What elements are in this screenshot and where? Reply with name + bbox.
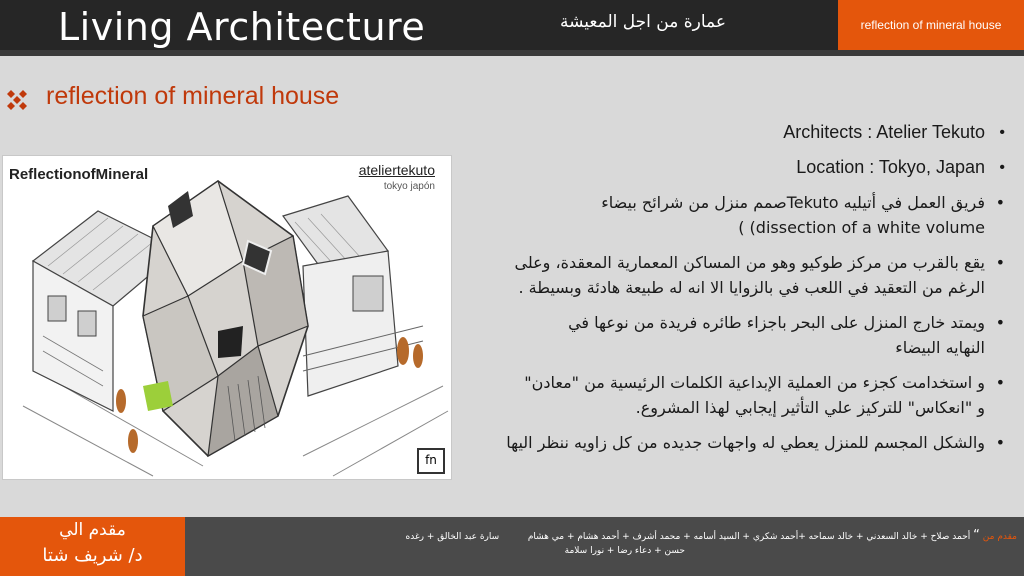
house-illustration xyxy=(2,155,452,480)
diamond-bullet-icon xyxy=(5,88,29,112)
bullet-text: والشكل المجسم للمنزل يعطي له واجهات جديده من كل زاويه ننظر اليها xyxy=(506,433,985,452)
presenter-name: د/ شريف شتا xyxy=(42,545,143,566)
illustration-logo-subtitle: tokyo japón xyxy=(383,181,435,192)
credits-names-end: سارة عبد الخالق + رغده xyxy=(405,532,500,542)
topic-badge-label: reflection of mineral house xyxy=(860,18,1002,32)
list-item xyxy=(455,120,1015,145)
bullet-dot-icon: • xyxy=(999,159,1005,176)
bullet-dot-icon: • xyxy=(995,253,1005,272)
bullet-text: يقع بالقرب من مركز طوكيو وهو من المساكن المعمارية المعقدة، وعلى xyxy=(514,253,985,272)
credits-line xyxy=(195,528,1017,545)
list-item xyxy=(455,250,1015,300)
bullet-text: و استخدامت كجزء من العملية الإبداعية الكلمات الرئيسية من "معادن" xyxy=(524,373,985,392)
bullet-text: ويمتد خارج المنزل على البحر باجزاء طائره فريدة من نوعها في xyxy=(568,313,985,332)
illustration-mark: fn xyxy=(417,448,445,474)
arabic-title: عمارة من اجل المعيشة xyxy=(560,12,726,32)
bullet-dot-icon: • xyxy=(999,124,1005,141)
list-item xyxy=(455,155,1015,180)
bullet-dot-icon: • xyxy=(995,193,1005,212)
house-sketch xyxy=(3,156,453,481)
list-item xyxy=(455,310,1015,360)
bullet-text-continuation: dissection of a white volume) ) xyxy=(738,218,985,237)
bullet-text-continuation: و "انعكاس" للتركيز علي التأثير إيجابي لهذا المشروع. xyxy=(635,398,985,417)
bullet-list xyxy=(455,120,1015,465)
bullet-dot-icon: • xyxy=(995,373,1005,392)
illustration-logo: ateliertekuto xyxy=(358,162,435,178)
bullet-dot-icon: • xyxy=(995,433,1005,452)
illustration-title: ReflectionofMineral xyxy=(9,166,149,183)
topic-badge xyxy=(838,0,1024,50)
credits-tag: مقدم من xyxy=(982,532,1017,542)
bullet-text: Location : Tokyo, Japan xyxy=(796,157,985,177)
presenter-label: مقدم الي xyxy=(59,520,126,540)
list-item xyxy=(455,430,1015,455)
bullet-text: Architects : Atelier Tekuto xyxy=(783,122,985,142)
list-item xyxy=(455,190,1015,240)
bullet-text-continuation: النهايه البيضاء xyxy=(895,338,985,357)
credits-names: أحمد صلاح + خالد السعدني + خالد سماحه +أحمد شكري + السيد أسامه + محمد أشرف + أحمد هشام + مي هشام xyxy=(527,532,971,542)
credits-line-2: حسن + دعاء رضا + نورا سلامة xyxy=(564,546,685,556)
list-item xyxy=(455,370,1015,420)
header-divider xyxy=(0,50,1024,56)
bullet-text: فريق العمل في أتيليه Tekutoصمم منزل من شرائح بيضاء xyxy=(601,193,985,212)
bullet-dot-icon: • xyxy=(995,313,1005,332)
section-heading: reflection of mineral house xyxy=(46,82,340,110)
quote-icon: “ xyxy=(973,528,980,543)
bullet-text-continuation: الرغم من التعقيد في اللعب في بالزوايا الا انه له طبيعة هادئة وبسيطة . xyxy=(518,278,985,297)
page-title: Living Architecture xyxy=(58,5,426,49)
